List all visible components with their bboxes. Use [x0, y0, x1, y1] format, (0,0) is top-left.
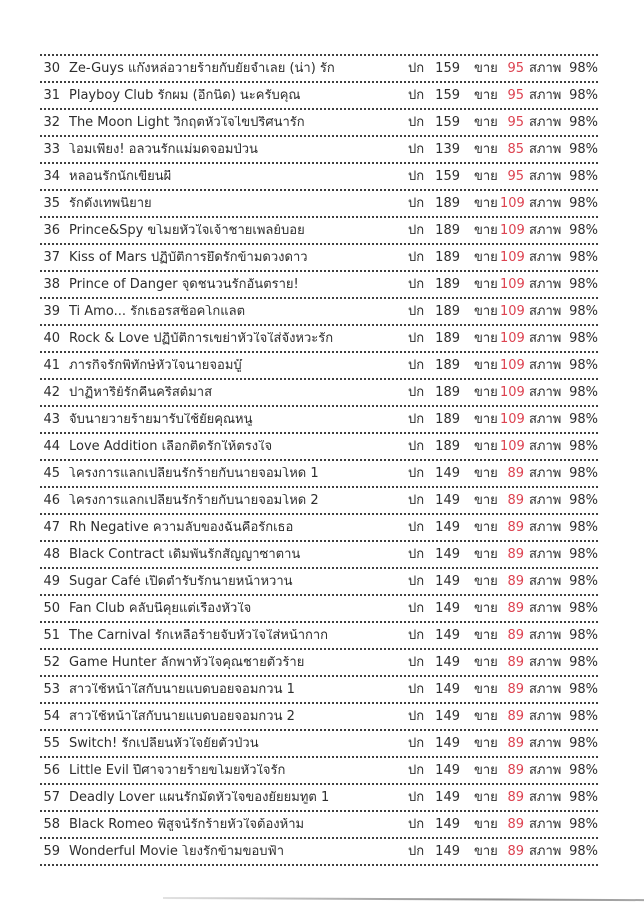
- cover-price-value: 149: [435, 709, 460, 724]
- condition-percent: 98%: [569, 682, 598, 697]
- row-number: 51: [43, 628, 60, 643]
- row-number: 32: [43, 115, 60, 130]
- book-title: รักดั่งเทพนิยาย: [69, 197, 152, 210]
- cover-price-label: ปก: [408, 439, 425, 454]
- table-row: [40, 434, 598, 461]
- sell-price-value: 109: [500, 412, 525, 427]
- sell-price-label: ขาย: [474, 601, 498, 616]
- row-number: 43: [43, 412, 60, 427]
- sell-price-value: 89: [507, 520, 524, 535]
- condition-label: สภาพ: [529, 520, 562, 535]
- row-number: 46: [43, 493, 60, 508]
- table-row: [40, 515, 598, 542]
- row-number: 42: [43, 385, 60, 400]
- table-row: [40, 245, 598, 272]
- sell-price-label: ขาย: [474, 763, 498, 778]
- book-title: Kiss of Mars ปฏิบัติการยึดรักข้ามดวงดาว: [69, 251, 308, 264]
- condition-label: สภาพ: [529, 574, 562, 589]
- condition-percent: 98%: [569, 115, 598, 130]
- condition-label: สภาพ: [529, 709, 562, 724]
- cover-price-label: ปก: [408, 790, 425, 805]
- cover-price-label: ปก: [408, 277, 425, 292]
- condition-label: สภาพ: [529, 736, 562, 751]
- condition-label: สภาพ: [529, 466, 562, 481]
- table-row: [40, 110, 598, 137]
- sell-price-value: 109: [500, 277, 525, 292]
- condition-label: สภาพ: [529, 88, 562, 103]
- sell-price-value: 109: [500, 385, 525, 400]
- cover-price-label: ปก: [408, 169, 425, 184]
- sell-price-value: 89: [507, 682, 524, 697]
- cover-price-value: 189: [435, 250, 460, 265]
- table-row: [40, 272, 598, 299]
- sell-price-value: 89: [507, 790, 524, 805]
- cover-price-label: ปก: [408, 250, 425, 265]
- condition-label: สภาพ: [529, 817, 562, 832]
- sell-price-label: ขาย: [474, 655, 498, 670]
- cover-price-label: ปก: [408, 331, 425, 346]
- cover-price-label: ปก: [408, 88, 425, 103]
- book-title: Deadly Lover แผนรักมัดหัวใจของยัยยมทูต 1: [69, 791, 330, 804]
- row-number: 35: [43, 196, 60, 211]
- sell-price-label: ขาย: [474, 736, 498, 751]
- sell-price-value: 109: [500, 331, 525, 346]
- cover-price-value: 189: [435, 277, 460, 292]
- cover-price-label: ปก: [408, 547, 425, 562]
- row-number: 47: [43, 520, 60, 535]
- sell-price-label: ขาย: [474, 331, 498, 346]
- cover-price-value: 139: [435, 142, 460, 157]
- cover-price-label: ปก: [408, 844, 425, 859]
- table-row: [40, 164, 598, 191]
- row-number: 59: [43, 844, 60, 859]
- sell-price-label: ขาย: [474, 61, 498, 76]
- table-row: [40, 650, 598, 677]
- condition-percent: 98%: [569, 709, 598, 724]
- condition-label: สภาพ: [529, 196, 562, 211]
- table-row: [40, 596, 598, 623]
- book-title: Little Evil ปีศาจวายร้ายขโมยหัวใจรัก: [69, 764, 286, 777]
- sell-price-value: 95: [507, 61, 524, 76]
- sell-price-value: 89: [507, 709, 524, 724]
- cover-price-label: ปก: [408, 817, 425, 832]
- book-title: ปาฏิหาริย์รักคืนคริสต์มาส: [69, 386, 213, 399]
- table-row: [40, 542, 598, 569]
- table-row: [40, 380, 598, 407]
- condition-percent: 98%: [569, 763, 598, 778]
- cover-price-value: 189: [435, 358, 460, 373]
- sell-price-label: ขาย: [474, 439, 498, 454]
- cover-price-value: 189: [435, 412, 460, 427]
- condition-label: สภาพ: [529, 763, 562, 778]
- cover-price-label: ปก: [408, 655, 425, 670]
- book-title: Rh Negative ความลับของฉันคือรักเธอ: [69, 521, 294, 534]
- row-number: 54: [43, 709, 60, 724]
- row-number: 52: [43, 655, 60, 670]
- row-number: 44: [43, 439, 60, 454]
- cover-price-label: ปก: [408, 304, 425, 319]
- table-row: [40, 488, 598, 515]
- sell-price-value: 89: [507, 655, 524, 670]
- condition-percent: 98%: [569, 817, 598, 832]
- cover-price-value: 149: [435, 736, 460, 751]
- book-title: สาวใช้หน้าใสกับนายแบดบอยจอมกวน 1: [69, 683, 295, 696]
- table-row: [40, 137, 598, 164]
- condition-label: สภาพ: [529, 547, 562, 562]
- row-number: 57: [43, 790, 60, 805]
- sell-price-label: ขาย: [474, 250, 498, 265]
- cover-price-label: ปก: [408, 358, 425, 373]
- table-row: [40, 623, 598, 650]
- sell-price-label: ขาย: [474, 169, 498, 184]
- sell-price-value: 89: [507, 844, 524, 859]
- condition-percent: 98%: [569, 790, 598, 805]
- row-number: 41: [43, 358, 60, 373]
- condition-label: สภาพ: [529, 682, 562, 697]
- cover-price-value: 149: [435, 466, 460, 481]
- cover-price-label: ปก: [408, 412, 425, 427]
- condition-label: สภาพ: [529, 601, 562, 616]
- cover-price-value: 189: [435, 196, 460, 211]
- sell-price-value: 95: [507, 169, 524, 184]
- book-price-table: [40, 54, 598, 866]
- book-title: Rock & Love ปฏิบัติการเขย่าหัวใจใส่จังหวะรัก: [69, 332, 334, 345]
- row-number: 55: [43, 736, 60, 751]
- sell-price-label: ขาย: [474, 223, 498, 238]
- table-row: [40, 677, 598, 704]
- cover-price-value: 149: [435, 655, 460, 670]
- condition-label: สภาพ: [529, 358, 562, 373]
- table-row: [40, 839, 598, 866]
- sell-price-label: ขาย: [474, 88, 498, 103]
- cover-price-value: 149: [435, 520, 460, 535]
- cover-price-label: ปก: [408, 736, 425, 751]
- sell-price-value: 89: [507, 817, 524, 832]
- condition-percent: 98%: [569, 574, 598, 589]
- sell-price-label: ขาย: [474, 385, 498, 400]
- cover-price-label: ปก: [408, 223, 425, 238]
- row-number: 31: [43, 88, 60, 103]
- condition-label: สภาพ: [529, 790, 562, 805]
- cover-price-label: ปก: [408, 520, 425, 535]
- row-number: 40: [43, 331, 60, 346]
- condition-label: สภาพ: [529, 277, 562, 292]
- sell-price-value: 109: [500, 223, 525, 238]
- condition-percent: 98%: [569, 844, 598, 859]
- sell-price-value: 109: [500, 196, 525, 211]
- sell-price-label: ขาย: [474, 493, 498, 508]
- cover-price-value: 149: [435, 682, 460, 697]
- book-title: The Moon Light วิกฤตหัวใจไขปริศนารัก: [69, 116, 305, 129]
- condition-percent: 98%: [569, 331, 598, 346]
- cover-price-label: ปก: [408, 493, 425, 508]
- sell-price-value: 89: [507, 628, 524, 643]
- condition-label: สภาพ: [529, 250, 562, 265]
- sell-price-value: 95: [507, 88, 524, 103]
- book-title: Love Addition เลือกติดรักให้ตรงใจ: [69, 440, 273, 453]
- cover-price-value: 159: [435, 169, 460, 184]
- cover-price-label: ปก: [408, 763, 425, 778]
- condition-percent: 98%: [569, 196, 598, 211]
- condition-percent: 98%: [569, 61, 598, 76]
- sell-price-label: ขาย: [474, 142, 498, 157]
- sell-price-label: ขาย: [474, 682, 498, 697]
- condition-label: สภาพ: [529, 412, 562, 427]
- cover-price-value: 149: [435, 601, 460, 616]
- book-title: Wonderful Movie โยงรักข้ามขอบฟ้า: [69, 845, 285, 858]
- cover-price-value: 159: [435, 115, 460, 130]
- cover-price-value: 189: [435, 223, 460, 238]
- table-row: [40, 218, 598, 245]
- row-number: 36: [43, 223, 60, 238]
- sell-price-label: ขาย: [474, 547, 498, 562]
- table-row: [40, 299, 598, 326]
- sell-price-value: 109: [500, 304, 525, 319]
- sell-price-label: ขาย: [474, 466, 498, 481]
- condition-label: สภาพ: [529, 844, 562, 859]
- book-title: โอมเพี้ยง! อลวนรักแม่มดจอมป่วน: [69, 143, 258, 156]
- condition-label: สภาพ: [529, 169, 562, 184]
- sell-price-value: 109: [500, 358, 525, 373]
- cover-price-label: ปก: [408, 385, 425, 400]
- condition-label: สภาพ: [529, 493, 562, 508]
- book-title: Black Romeo พิสูจน์รักร้ายหัวใจต้องห้าม: [69, 818, 305, 831]
- condition-percent: 98%: [569, 601, 598, 616]
- row-number: 30: [43, 61, 60, 76]
- condition-label: สภาพ: [529, 385, 562, 400]
- condition-percent: 98%: [569, 628, 598, 643]
- condition-label: สภาพ: [529, 223, 562, 238]
- table-row: [40, 353, 598, 380]
- row-number: 39: [43, 304, 60, 319]
- book-title: Prince of Danger จุดชนวนรักอันตราย!: [69, 278, 299, 291]
- cover-price-label: ปก: [408, 196, 425, 211]
- cover-price-value: 149: [435, 574, 460, 589]
- sell-price-value: 89: [507, 574, 524, 589]
- cover-price-label: ปก: [408, 466, 425, 481]
- sell-price-label: ขาย: [474, 358, 498, 373]
- book-title: Switch! รักเปลี่ยนหัวใจยัยตัวป่วน: [69, 737, 259, 750]
- table-row: [40, 785, 598, 812]
- sell-price-label: ขาย: [474, 790, 498, 805]
- sell-price-label: ขาย: [474, 520, 498, 535]
- cover-price-label: ปก: [408, 115, 425, 130]
- table-row: [40, 758, 598, 785]
- cover-price-value: 189: [435, 304, 460, 319]
- book-title: Ze-Guys แก๊งหล่อวายร้ายกับยัยจำเลย (น่า) รัก: [69, 62, 335, 75]
- book-title: โครงการแลกเปลี่ยนรักร้ายกับนายจอมโหด 2: [69, 494, 319, 507]
- table-row: [40, 191, 598, 218]
- condition-percent: 98%: [569, 520, 598, 535]
- book-title: หลอนรักนักเขียนผี: [69, 170, 172, 183]
- cover-price-value: 149: [435, 493, 460, 508]
- row-number: 33: [43, 142, 60, 157]
- condition-percent: 98%: [569, 736, 598, 751]
- condition-label: สภาพ: [529, 61, 562, 76]
- cover-price-value: 159: [435, 61, 460, 76]
- table-row: [40, 83, 598, 110]
- condition-percent: 98%: [569, 412, 598, 427]
- book-title: โครงการแลกเปลี่ยนรักร้ายกับนายจอมโหด 1: [69, 467, 319, 480]
- cover-price-value: 189: [435, 331, 460, 346]
- sell-price-value: 89: [507, 466, 524, 481]
- scan-edge-artifact: [163, 897, 644, 901]
- condition-percent: 98%: [569, 493, 598, 508]
- cover-price-label: ปก: [408, 61, 425, 76]
- book-title: Game Hunter ลักพาหัวใจคุณชายตัวร้าย: [69, 656, 305, 669]
- sell-price-label: ขาย: [474, 196, 498, 211]
- condition-percent: 98%: [569, 169, 598, 184]
- row-number: 58: [43, 817, 60, 832]
- cover-price-label: ปก: [408, 682, 425, 697]
- book-title: จับนายวายร้ายมารับใช้ยัยคุณหนู: [69, 413, 253, 426]
- cover-price-label: ปก: [408, 142, 425, 157]
- row-number: 53: [43, 682, 60, 697]
- cover-price-value: 159: [435, 88, 460, 103]
- table-row: [40, 326, 598, 353]
- condition-percent: 98%: [569, 385, 598, 400]
- cover-price-value: 189: [435, 385, 460, 400]
- cover-price-label: ปก: [408, 709, 425, 724]
- condition-label: สภาพ: [529, 628, 562, 643]
- sell-price-value: 89: [507, 547, 524, 562]
- condition-percent: 98%: [569, 223, 598, 238]
- table-row: [40, 569, 598, 596]
- book-title: Black Contract เดิมพันรักสัญญาซาตาน: [69, 548, 301, 561]
- row-number: 48: [43, 547, 60, 562]
- book-title: Prince&Spy ขโมยหัวใจเจ้าชายเพลย์บอย: [69, 224, 305, 237]
- row-number: 45: [43, 466, 60, 481]
- book-title: Sugar Café เปิดตำรับรักนายหน้าหวาน: [69, 575, 293, 588]
- condition-label: สภาพ: [529, 439, 562, 454]
- cover-price-value: 149: [435, 790, 460, 805]
- row-number: 49: [43, 574, 60, 589]
- book-title: The Carnival รักเหลือร้ายจับหัวใจใส่หน้ากาก: [69, 629, 329, 642]
- condition-percent: 98%: [569, 439, 598, 454]
- row-number: 34: [43, 169, 60, 184]
- book-title: Playboy Club รักผม (อีกนิด) นะครับคุณ: [69, 89, 301, 102]
- sell-price-label: ขาย: [474, 628, 498, 643]
- sell-price-value: 95: [507, 115, 524, 130]
- sell-price-label: ขาย: [474, 412, 498, 427]
- book-title: สาวใช้หน้าใสกับนายแบดบอยจอมกวน 2: [69, 710, 295, 723]
- cover-price-value: 149: [435, 763, 460, 778]
- sell-price-value: 89: [507, 493, 524, 508]
- cover-price-value: 149: [435, 817, 460, 832]
- cover-price-label: ปก: [408, 574, 425, 589]
- cover-price-value: 149: [435, 628, 460, 643]
- book-title: ภารกิจรักพิทักษ์หัวใจนายจอมบู๊: [69, 359, 242, 372]
- sell-price-value: 89: [507, 763, 524, 778]
- sell-price-value: 85: [507, 142, 524, 157]
- sell-price-label: ขาย: [474, 304, 498, 319]
- sell-price-label: ขาย: [474, 115, 498, 130]
- book-title: Ti Amo... รักเธอรสช็อคโกแลต: [69, 305, 246, 318]
- condition-percent: 98%: [569, 277, 598, 292]
- sell-price-label: ขาย: [474, 574, 498, 589]
- condition-label: สภาพ: [529, 142, 562, 157]
- table-row: [40, 812, 598, 839]
- condition-label: สภาพ: [529, 655, 562, 670]
- condition-label: สภาพ: [529, 331, 562, 346]
- sell-price-value: 89: [507, 601, 524, 616]
- cover-price-value: 189: [435, 439, 460, 454]
- condition-percent: 98%: [569, 466, 598, 481]
- condition-percent: 98%: [569, 358, 598, 373]
- row-number: 56: [43, 763, 60, 778]
- table-row: [40, 731, 598, 758]
- book-title: Fan Club คลับนี้คุยแต่เรื่องหัวใจ: [69, 602, 252, 615]
- row-number: 37: [43, 250, 60, 265]
- row-number: 50: [43, 601, 60, 616]
- sell-price-value: 109: [500, 250, 525, 265]
- condition-percent: 98%: [569, 304, 598, 319]
- table-row: [40, 56, 598, 83]
- sell-price-value: 89: [507, 736, 524, 751]
- table-row: [40, 407, 598, 434]
- sell-price-label: ขาย: [474, 709, 498, 724]
- condition-percent: 98%: [569, 142, 598, 157]
- condition-percent: 98%: [569, 250, 598, 265]
- sell-price-value: 109: [500, 439, 525, 454]
- condition-label: สภาพ: [529, 304, 562, 319]
- row-number: 38: [43, 277, 60, 292]
- table-row: [40, 704, 598, 731]
- sell-price-label: ขาย: [474, 817, 498, 832]
- cover-price-label: ปก: [408, 628, 425, 643]
- cover-price-label: ปก: [408, 601, 425, 616]
- sell-price-label: ขาย: [474, 844, 498, 859]
- cover-price-value: 149: [435, 844, 460, 859]
- sell-price-label: ขาย: [474, 277, 498, 292]
- condition-percent: 98%: [569, 88, 598, 103]
- condition-label: สภาพ: [529, 115, 562, 130]
- condition-percent: 98%: [569, 547, 598, 562]
- condition-percent: 98%: [569, 655, 598, 670]
- table-row: [40, 461, 598, 488]
- cover-price-value: 149: [435, 547, 460, 562]
